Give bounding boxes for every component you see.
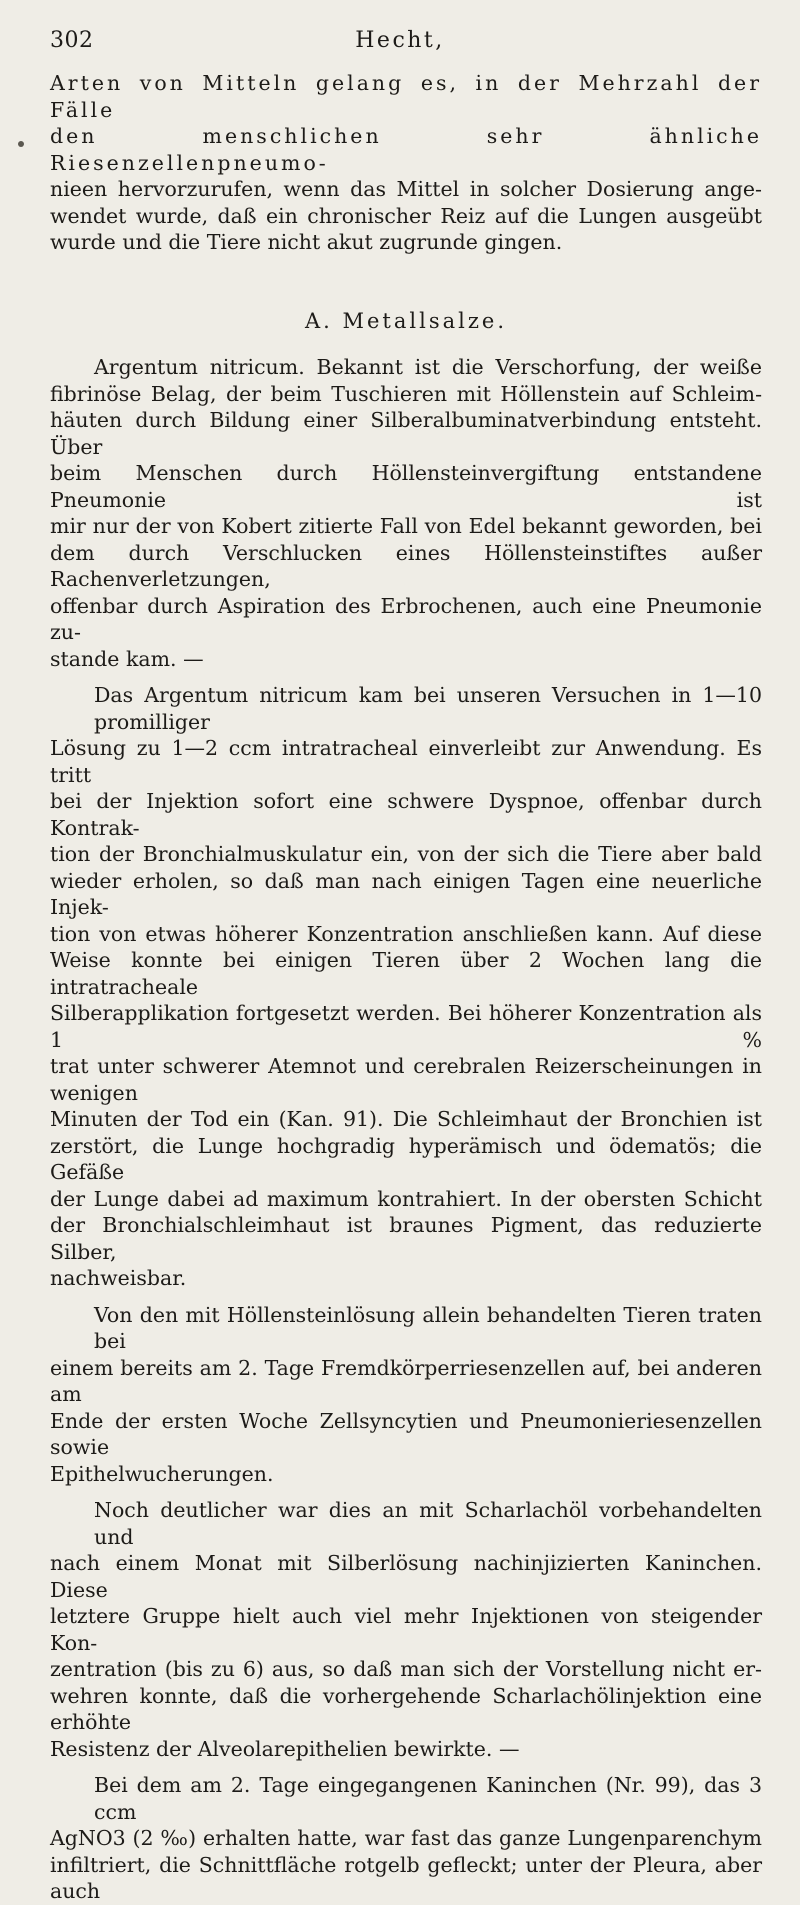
page-number: 302	[50, 28, 94, 53]
section-heading: A. Metallsalze.	[304, 308, 508, 333]
text-line: wieder erholen, so daß man nach einigen Tagen eine neuerliche Injek-	[50, 868, 762, 919]
text-line: Silberapplikation fortgesetzt werden. Bei höherer Konzentration als 1 %	[50, 1001, 762, 1052]
text-line: nachweisbar.	[50, 1266, 187, 1290]
text-line: Minuten der Tod ein (Kan. 91). Die Schleimhaut der Bronchien ist	[50, 1107, 762, 1131]
paragraph-6	[50, 1772, 762, 1825]
text-line: stande kam. —	[50, 646, 204, 671]
text-line: nieen hervorzurufen, wenn das Mittel in solcher Dosierung ange-	[50, 177, 762, 201]
text-line: den menschlichen sehr ähnliche Riesenzellenpneumo-	[50, 124, 762, 175]
text-line: nach einem Monat mit Silberlösung nachinjizierten Kaninchen. Diese	[50, 1551, 762, 1602]
paragraph-4-cont	[50, 1355, 762, 1488]
text-line: mir nur der von Kobert zitierte Fall von Edel bekannt geworden, bei	[50, 514, 762, 538]
paragraph-2	[50, 354, 762, 381]
text-line: zerstört, die Lunge hochgradig hyperämisch und ödematös; die Gefäße	[50, 1133, 762, 1184]
text-line: offenbar durch Aspiration des Erbrochenen, auch eine Pneumonie zu-	[50, 593, 762, 644]
text-line: tion von etwas höherer Konzentration anschließen kann. Auf diese	[50, 921, 762, 946]
text-line: Weise konnte bei einigen Tieren über 2 Wochen lang die intratracheale	[50, 948, 762, 999]
text-line: Argentum nitricum. Bekannt ist die Verschorfung, der weiße	[94, 355, 762, 379]
paragraph-6-cont	[50, 1825, 762, 1905]
text-line: fibrinöse Belag, der beim Tuschieren mit Höllenstein auf Schleim-	[50, 381, 762, 406]
paragraph-5	[50, 1497, 762, 1550]
page-header	[50, 26, 750, 60]
text-line: Resistenz der Alveolarepithelien bewirkte. —	[50, 1736, 520, 1761]
text-line: einem bereits am 2. Tage Fremdkörperriesenzellen auf, bei anderen am	[50, 1355, 762, 1406]
text-line: Lösung zu 1—2 ccm intratracheal einverleibt zur Anwendung. Es tritt	[50, 736, 762, 787]
text-line: Das Argentum nitricum kam bei unseren Versuchen in 1—10 promilliger	[94, 683, 762, 734]
paragraph-3	[50, 682, 762, 735]
text-line: der Bronchialschleimhaut ist braunes Pigment, das reduzierte Silber,	[50, 1213, 762, 1264]
text-line: AgNO3 (2 ‰) erhalten hatte, war fast das ganze Lungenparenchym	[50, 1826, 762, 1850]
text-line: letztere Gruppe hielt auch viel mehr Injektionen von steigender Kon-	[50, 1604, 762, 1655]
paragraph-4	[50, 1302, 762, 1355]
text-line: Arten von Mitteln gelang es, in der Mehrzahl der Fälle	[50, 71, 762, 122]
text-line: tion der Bronchialmuskulatur ein, von der sich die Tiere aber bald	[50, 842, 762, 866]
margin-dot	[18, 141, 24, 147]
text-line: Ende der ersten Woche Zellsyncytien und Pneumonieriesenzellen sowie	[50, 1408, 762, 1459]
text-line: wurde und die Tiere nicht akut zugrunde gingen.	[50, 230, 563, 254]
text-line: infiltriert, die Schnittfläche rotgelb gefleckt; unter der Pleura, aber auch	[50, 1852, 762, 1903]
text-line: Epithelwucherungen.	[50, 1461, 274, 1486]
paragraph-2-cont	[50, 381, 762, 673]
paragraph-1	[50, 70, 762, 256]
text-line: dem durch Verschlucken eines Höllensteinstiftes außer Rachenverletzungen,	[50, 540, 762, 591]
running-head: Hecht,	[355, 28, 445, 53]
text-line: trat unter schwerer Atemnot und cerebralen Reizerscheinungen in wenigen	[50, 1054, 762, 1105]
text-line: beim Menschen durch Höllensteinvergiftung entstandene Pneumonie ist	[50, 461, 762, 512]
paragraph-5-cont	[50, 1550, 762, 1762]
text-line: der Lunge dabei ad maximum kontrahiert. In der obersten Schicht	[50, 1186, 762, 1211]
text-line: Von den mit Höllensteinlösung allein behandelten Tieren traten bei	[94, 1302, 762, 1353]
text-line: häuten durch Bildung einer Silberalbuminatverbindung entsteht. Über	[50, 408, 762, 459]
text-line: wendet wurde, daß ein chronischer Reiz auf die Lungen ausgeübt	[50, 203, 762, 228]
text-line: Noch deutlicher war dies an mit Scharlachöl vorbehandelten und	[94, 1498, 762, 1549]
text-line: wehren konnte, daß die vorhergehende Scharlachölinjektion eine erhöhte	[50, 1683, 762, 1734]
paragraph-3-cont	[50, 735, 762, 1292]
text-line: bei der Injektion sofort eine schwere Dyspnoe, offenbar durch Kontrak-	[50, 789, 762, 840]
text-line: Bei dem am 2. Tage eingegangenen Kaninchen (Nr. 99), das 3 ccm	[94, 1773, 762, 1824]
text-line: zentration (bis zu 6) aus, so daß man sich der Vorstellung nicht er-	[50, 1657, 762, 1681]
page-body	[50, 70, 762, 1905]
